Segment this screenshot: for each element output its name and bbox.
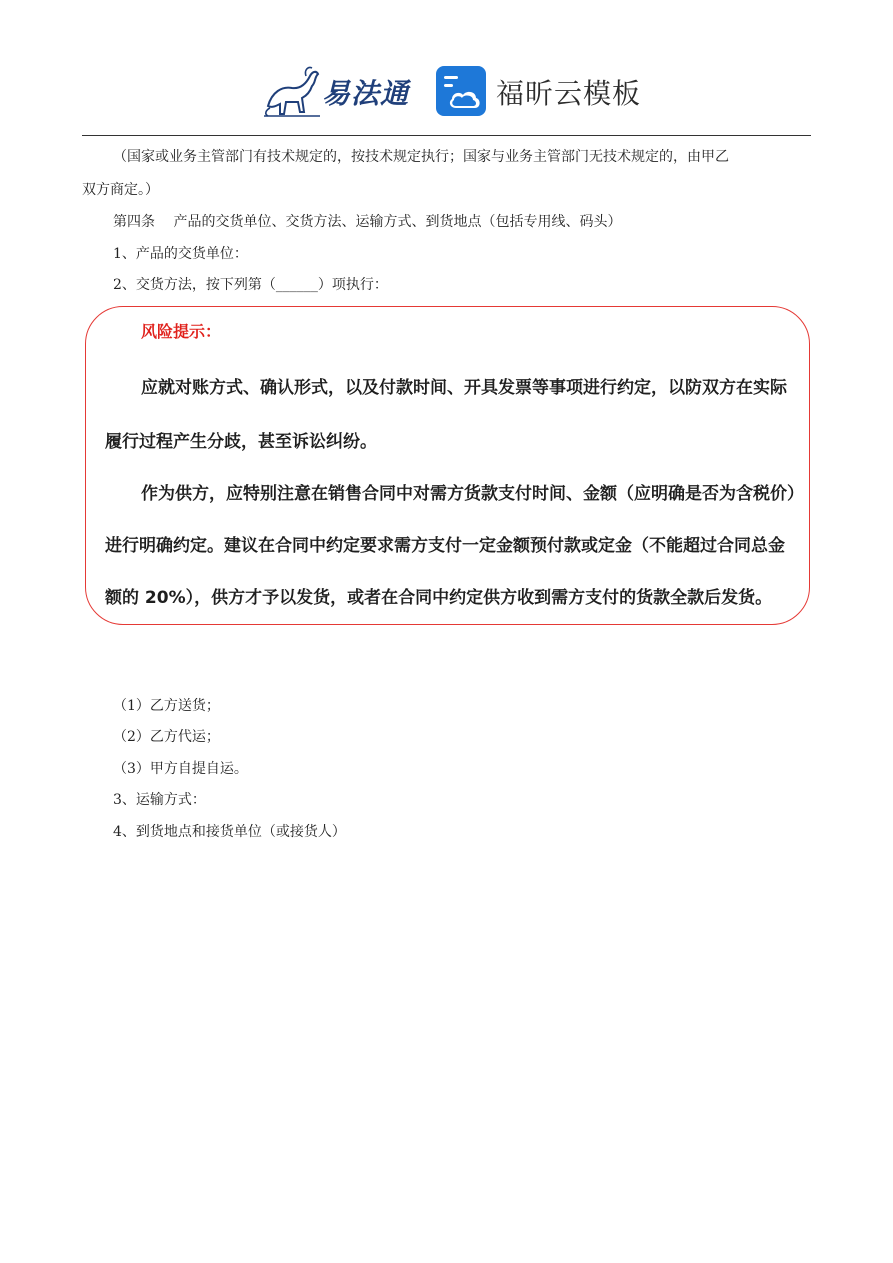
risk-text-line: 应就对账方式、确认形式，以及付款时间、开具发票等事项进行约定，以防双方在实际 <box>141 378 787 398</box>
option-seller-ships: （2）乙方代运； <box>113 729 220 745</box>
technical-rule-paragraph-line2: 双方商定。） <box>82 182 159 198</box>
item-destination-receiver: 4、到货地点和接货单位（或接货人） <box>113 824 346 840</box>
risk-text-line: 履行过程产生分歧，甚至诉讼纠纷。 <box>105 432 377 452</box>
foxit-template-logo-text: 福昕云模板 <box>496 77 642 110</box>
item-delivery-method: 2、交货方法，按下列第（______）项执行： <box>113 277 388 293</box>
article-4-heading: 第四条 产品的交货单位、交货方法、运输方式、到货地点（包括专用线、码头） <box>113 214 622 230</box>
yifatong-logo-text: 易法通 <box>322 77 410 110</box>
risk-warning-title: 风险提示： <box>141 322 222 341</box>
option-seller-delivers: （1）乙方送货； <box>113 698 220 714</box>
item-transport-method: 3、运输方式： <box>113 792 206 808</box>
risk-text-line: 作为供方，应特别注意在销售合同中对需方货款支付时间、金额（应明确是否为含税价） <box>141 484 804 504</box>
item-delivery-unit: 1、产品的交货单位： <box>113 246 248 262</box>
technical-rule-paragraph-line1: （国家或业务主管部门有技术规定的，按技术规定执行；国家与业务主管部门无技术规定的，由甲乙 <box>113 149 729 165</box>
qilin-logo-icon <box>262 62 322 120</box>
risk-warning-box <box>85 306 810 625</box>
risk-text-line: 额的 20%），供方才予以发货，或者在合同中约定供方收到需方支付的货款全款后发货。 <box>105 588 773 608</box>
risk-text-line: 进行明确约定。建议在合同中约定要求需方支付一定金额预付款或定金（不能超过合同总金 <box>105 536 785 556</box>
option-buyer-pickup: （3）甲方自提自运。 <box>113 761 248 777</box>
header-divider <box>82 135 811 136</box>
page-header <box>0 60 893 124</box>
foxit-cloud-icon <box>436 66 486 116</box>
